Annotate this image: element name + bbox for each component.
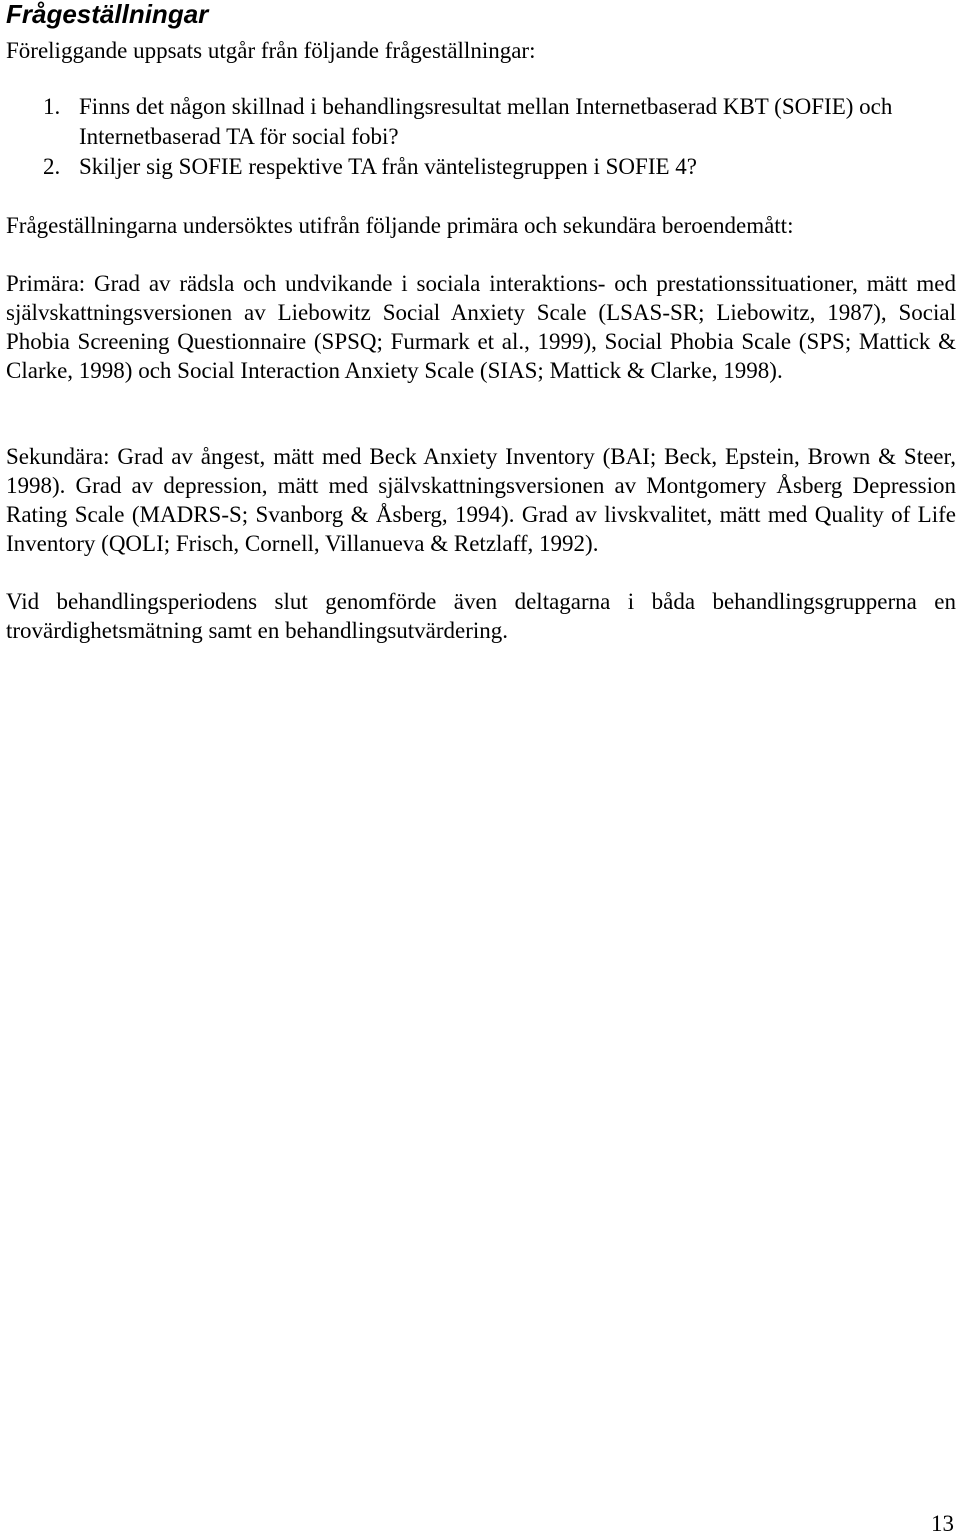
section-heading: Frågeställningar: [6, 0, 209, 29]
list-item: [6, 152, 956, 182]
list-item-number: 2.: [43, 154, 61, 179]
primary-measures-paragraph: Primära: Grad av rädsla och undvikande i sociala interaktions- och prestationssituationer, mätt med självskattningsversionen av Liebowitz Social Anxiety Scale (LSAS-SR; Liebowitz, 1987), Social Phobia Screening Questionnaire (SPSQ; Furmark et al., 1999), Social Phobia Scale (SPS; Mattick & Clarke, 1998) och Social Interaction Anxiety Scale (SIAS; Mattick & Clarke, 1998).: [6, 271, 956, 383]
list-item-number: 1.: [43, 94, 61, 119]
intro-text: Föreliggande uppsats utgår från följande frågeställningar:: [6, 38, 536, 63]
list-item-text: Skiljer sig SOFIE respektive TA från väntelistegruppen i SOFIE 4?: [79, 154, 698, 179]
page-number: 13: [931, 1511, 954, 1536]
question-list: [6, 92, 956, 182]
list-item: [6, 92, 956, 152]
list-item-text: Finns det någon skillnad i behandlingsresultat mellan Internetbaserad KBT (SOFIE) och Internetbaserad TA för social fobi?: [79, 94, 893, 149]
secondary-measures-paragraph: Sekundära: Grad av ångest, mätt med Beck Anxiety Inventory (BAI; Beck, Epstein, Brown & Steer, 1998). Grad av depression, mätt med självskattningsversionen av Montgomery Åsberg Depression Rating Scale (MADRS-S; Svanborg & Åsberg, 1994). Grad av livskvalitet, mätt med Quality of Life Inventory (QOLI; Frisch, Cornell, Villanueva & Retzlaff, 1992).: [6, 444, 956, 556]
post-treatment-paragraph: Vid behandlingsperiodens slut genomförde även deltagarna i båda behandlingsgrupperna en trovärdighetsmätning samt en behandlingsutvärdering.: [6, 589, 956, 643]
measures-intro-paragraph: Frågeställningarna undersöktes utifrån följande primära och sekundära beroendemått:: [6, 213, 794, 238]
